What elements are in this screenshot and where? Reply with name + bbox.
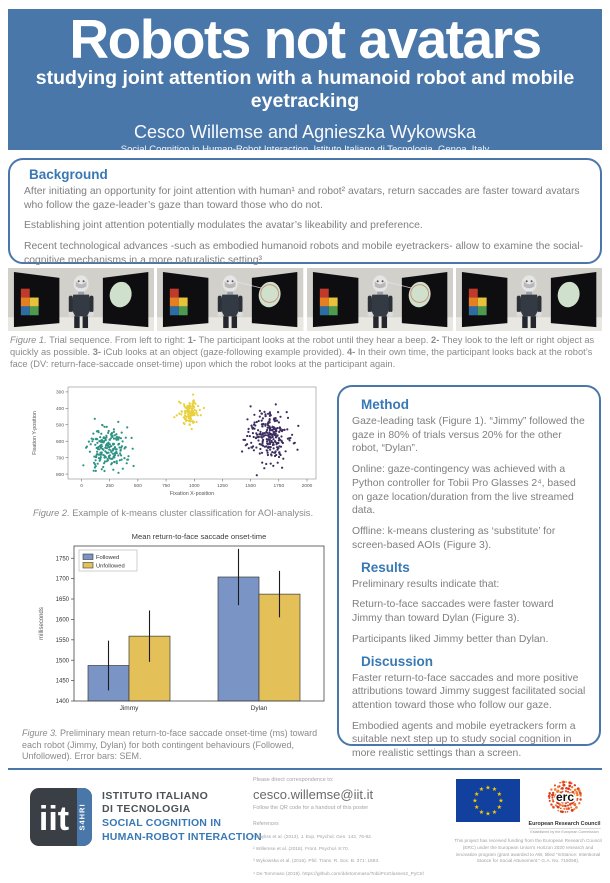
method-paragraph: Gaze-leading task (Figure 1). “Jimmy” followed the gaze in 80% of trials versus 20% for the other robot, “Dylan”. xyxy=(352,416,585,455)
figure1-caption: Figure 1. Trial sequence. From left to right: 1- The participant looks at the robot until they hear a beep. 2- They look to the left or right object as quickly as possible. 3- iCub looks at an object (gaze-following example provided). 4- In their own time, the participant looks back at the robot’s face (DV: return-face-saccade onset-time) upon which the robot looks at the participant again. xyxy=(10,335,595,370)
references-heading: References xyxy=(253,821,279,828)
figure3-bar-chart xyxy=(34,529,334,732)
svg-text:750: 750 xyxy=(162,484,171,489)
svg-text:2000: 2000 xyxy=(301,484,313,489)
poster-header xyxy=(8,8,602,155)
svg-text:★: ★ xyxy=(484,785,491,792)
lego-block xyxy=(328,306,337,315)
results-heading: Results xyxy=(361,559,410,575)
institute-line2: DI TECNOLOGIA xyxy=(102,803,191,816)
lego-block xyxy=(179,306,188,315)
footer-divider xyxy=(8,768,602,770)
svg-text:1400: 1400 xyxy=(55,699,69,706)
method-paragraph: Online: gaze-contingency was achieved with a Python controller for Tobii Pro Glasses 2⁴, based on gaze location/duration from the live streamed data. xyxy=(352,464,576,517)
lego-block xyxy=(469,289,478,298)
svg-text:erc: erc xyxy=(555,790,574,804)
lego-block xyxy=(469,306,478,315)
footer-correspondence-block xyxy=(253,777,448,883)
svg-text:300: 300 xyxy=(55,390,64,396)
svg-text:★: ★ xyxy=(491,787,497,794)
lego-block xyxy=(179,298,188,307)
reference-item: ² Willemse et al. (2018). Front. Psychol. 9:70. xyxy=(253,847,349,853)
lego-block xyxy=(21,306,30,315)
trial-step-3 xyxy=(307,268,453,331)
erc-subtitle: Established by the European Commission xyxy=(530,830,599,834)
figure3-caption: Figure 3. Preliminary mean return-to-face saccade onset-time (ms) toward each robot (Jimmy, Dylan) for both contingent behaviours (Followed, Unfollowed). Error bars: SEM. xyxy=(22,728,318,762)
svg-text:★: ★ xyxy=(496,792,502,798)
institute-text xyxy=(102,790,262,845)
discussion-paragraph: Embodied agents and mobile eyetrackers form a suitable next step up to study social cognition in more realistic settings than a screen. xyxy=(352,720,576,760)
svg-text:500: 500 xyxy=(133,484,142,489)
correspondence-email: cesco.willemse@iit.it xyxy=(253,786,374,802)
figure2-scatter-chart xyxy=(28,382,328,511)
lego-block xyxy=(319,289,328,298)
background-paragraphs xyxy=(24,185,586,268)
references-block xyxy=(253,821,448,878)
eu-flag-icon xyxy=(456,779,520,822)
svg-text:250: 250 xyxy=(105,484,114,489)
erc-name: European Research Council xyxy=(528,821,601,827)
lego-block xyxy=(469,298,478,307)
background-paragraph: Establishing joint attention potentially modulates the avatar’s likeability and preference. xyxy=(24,220,423,232)
method-paragraph: Offline: k-means clustering as ‘substitute’ for screen-based AOIs (Figure 3). xyxy=(352,526,556,551)
svg-text:1750: 1750 xyxy=(273,484,285,489)
lego-block xyxy=(319,298,328,307)
reference-item: ⁴ De Tommaso (2019). https://github.com/ddetommaso/TobiiProGlasses2_PyCtrl xyxy=(253,871,424,877)
svg-text:1700: 1700 xyxy=(55,576,69,583)
poster-subtitle: studying joint attention with a humanoid robot and mobile eyetracking xyxy=(35,66,575,112)
svg-text:★: ★ xyxy=(473,805,479,811)
svg-text:1250: 1250 xyxy=(217,484,228,489)
svg-text:Fixation Y-position: Fixation Y-position xyxy=(32,411,38,455)
svg-text:1650: 1650 xyxy=(55,597,69,604)
svg-text:800: 800 xyxy=(55,472,64,478)
svg-text:1500: 1500 xyxy=(55,658,69,665)
reference-item: ³ Wykowska et al. (2016). Phil. Trans. R. Soc. B. 371: 1693. xyxy=(253,859,380,865)
lego-block xyxy=(477,306,486,315)
svg-text:★: ★ xyxy=(497,798,504,805)
svg-text:1550: 1550 xyxy=(55,637,69,644)
svg-text:0: 0 xyxy=(80,484,83,489)
discussion-paragraphs xyxy=(352,672,586,761)
references-list xyxy=(253,834,448,878)
lego-block xyxy=(170,298,179,307)
svg-text:1450: 1450 xyxy=(55,678,69,685)
lego-block xyxy=(30,306,39,315)
results-paragraph: Return-to-face saccades were faster toward Jimmy than toward Dylan (Figure 3). xyxy=(352,599,554,625)
funding-note: This project has received funding from the European Research Council (ERC) under the European Union’s Horizon 2020 research and innovation program (grant awarded to AW, titled “InStance: Intentional Stance for Social Attunement.” G.A. No. 715058). xyxy=(454,838,602,864)
qr-note: Follow the QR code for a handout of this poster xyxy=(253,804,369,811)
method-paragraphs xyxy=(352,415,586,553)
results-paragraph: Participants liked Jimmy better than Dylan. xyxy=(352,633,549,645)
background-paragraph: Recent technological advances -such as embodied humanoid robots and mobile eyetrackers- allow to examine the social-cognitive mechanisms in a more naturalistic setting³. xyxy=(24,241,584,266)
lego-block xyxy=(30,298,39,307)
svg-text:Unfollowed: Unfollowed xyxy=(96,563,125,570)
lego-block xyxy=(170,306,179,315)
figure1-photo-strip xyxy=(8,268,602,331)
svg-text:★: ★ xyxy=(478,809,484,816)
figure3-bars-svg xyxy=(34,529,334,727)
svg-text:★: ★ xyxy=(478,787,484,794)
background-paragraph: After initiating an opportunity for joint attention with human¹ and robot² avatars, return saccades are faster toward avatars who follow the gaze-leader’s gaze than toward those who do not. xyxy=(24,186,580,211)
svg-text:Dylan: Dylan xyxy=(250,705,268,712)
footer-institute-block xyxy=(30,788,262,846)
svg-text:1000: 1000 xyxy=(188,484,200,489)
svg-text:500: 500 xyxy=(55,423,64,429)
robot-torso xyxy=(519,295,539,317)
discussion-heading: Discussion xyxy=(361,653,434,669)
svg-text:600: 600 xyxy=(55,439,64,445)
robot-torso xyxy=(220,295,240,317)
svg-text:1750: 1750 xyxy=(55,556,69,563)
figure2-caption: Figure 2. Example of k-means cluster classification for AOI-analysis. xyxy=(32,508,314,518)
trial-step-1 xyxy=(8,268,154,331)
iit-logo xyxy=(30,788,92,846)
svg-text:Mean return-to-face saccade on: Mean return-to-face saccade onset-time xyxy=(131,532,267,541)
trial-step-2 xyxy=(157,268,303,331)
svg-text:1600: 1600 xyxy=(55,617,69,624)
svg-text:★: ★ xyxy=(491,809,497,816)
lego-block xyxy=(319,306,328,315)
results-paragraphs xyxy=(352,578,586,647)
institute-line1: ISTITUTO ITALIANO xyxy=(102,789,209,802)
poster-affiliation: Social Cognition in Human-Robot Interaction, Istituto Italiano di Tecnologia, Genoa, Italy xyxy=(120,143,490,155)
trial-step-4 xyxy=(456,268,602,331)
svg-text:★: ★ xyxy=(484,811,491,818)
erc-logo-icon xyxy=(545,779,585,815)
svg-text:Fixation X-position: Fixation X-position xyxy=(169,491,215,497)
results-paragraph: Preliminary results indicate that: xyxy=(352,578,500,590)
footer-funding-block xyxy=(452,779,604,865)
erc-logo-block xyxy=(529,779,601,834)
discussion-paragraph: Faster return-to-face saccades and more positive attributions toward Jimmy suggest facilitated social attention toward those who follow our gaze. xyxy=(352,672,586,712)
lego-block xyxy=(21,289,30,298)
s4hri-logo-text: S4HRI xyxy=(77,803,87,831)
svg-text:★: ★ xyxy=(473,792,479,798)
lab-line1: SOCIAL COGNITION IN xyxy=(102,817,222,829)
poster-authors: Cesco Willemse and Agnieszka Wykowska xyxy=(134,121,476,142)
svg-text:milliseconds: milliseconds xyxy=(39,607,45,640)
lego-block xyxy=(328,298,337,307)
svg-text:Followed: Followed xyxy=(96,554,120,561)
lego-block xyxy=(21,298,30,307)
method-results-discussion-box xyxy=(337,385,601,760)
lego-block xyxy=(477,298,486,307)
lego-block xyxy=(170,289,179,298)
reference-item: ¹ Bayliss et al. (2013). J. Exp. Psychol. Gen. 142, 76-92. xyxy=(253,834,373,840)
figure2-scatter-svg xyxy=(28,382,324,506)
svg-text:★: ★ xyxy=(471,798,478,805)
robot-torso xyxy=(71,295,91,317)
svg-text:1500: 1500 xyxy=(245,484,256,489)
lab-line2: HUMAN-ROBOT INTERACTION xyxy=(102,830,262,843)
iit-logo-text: iit xyxy=(38,800,70,838)
svg-text:Jimmy: Jimmy xyxy=(119,705,139,712)
poster-title: Robots not avatars xyxy=(69,8,541,70)
background-section xyxy=(8,158,602,264)
svg-text:400: 400 xyxy=(55,407,64,413)
robot-torso xyxy=(370,295,390,317)
svg-text:★: ★ xyxy=(496,805,502,811)
background-heading: Background xyxy=(29,167,108,182)
svg-text:700: 700 xyxy=(55,456,64,462)
correspondence-label: Please direct correspondence to: xyxy=(253,777,334,783)
method-heading: Method xyxy=(361,397,409,412)
